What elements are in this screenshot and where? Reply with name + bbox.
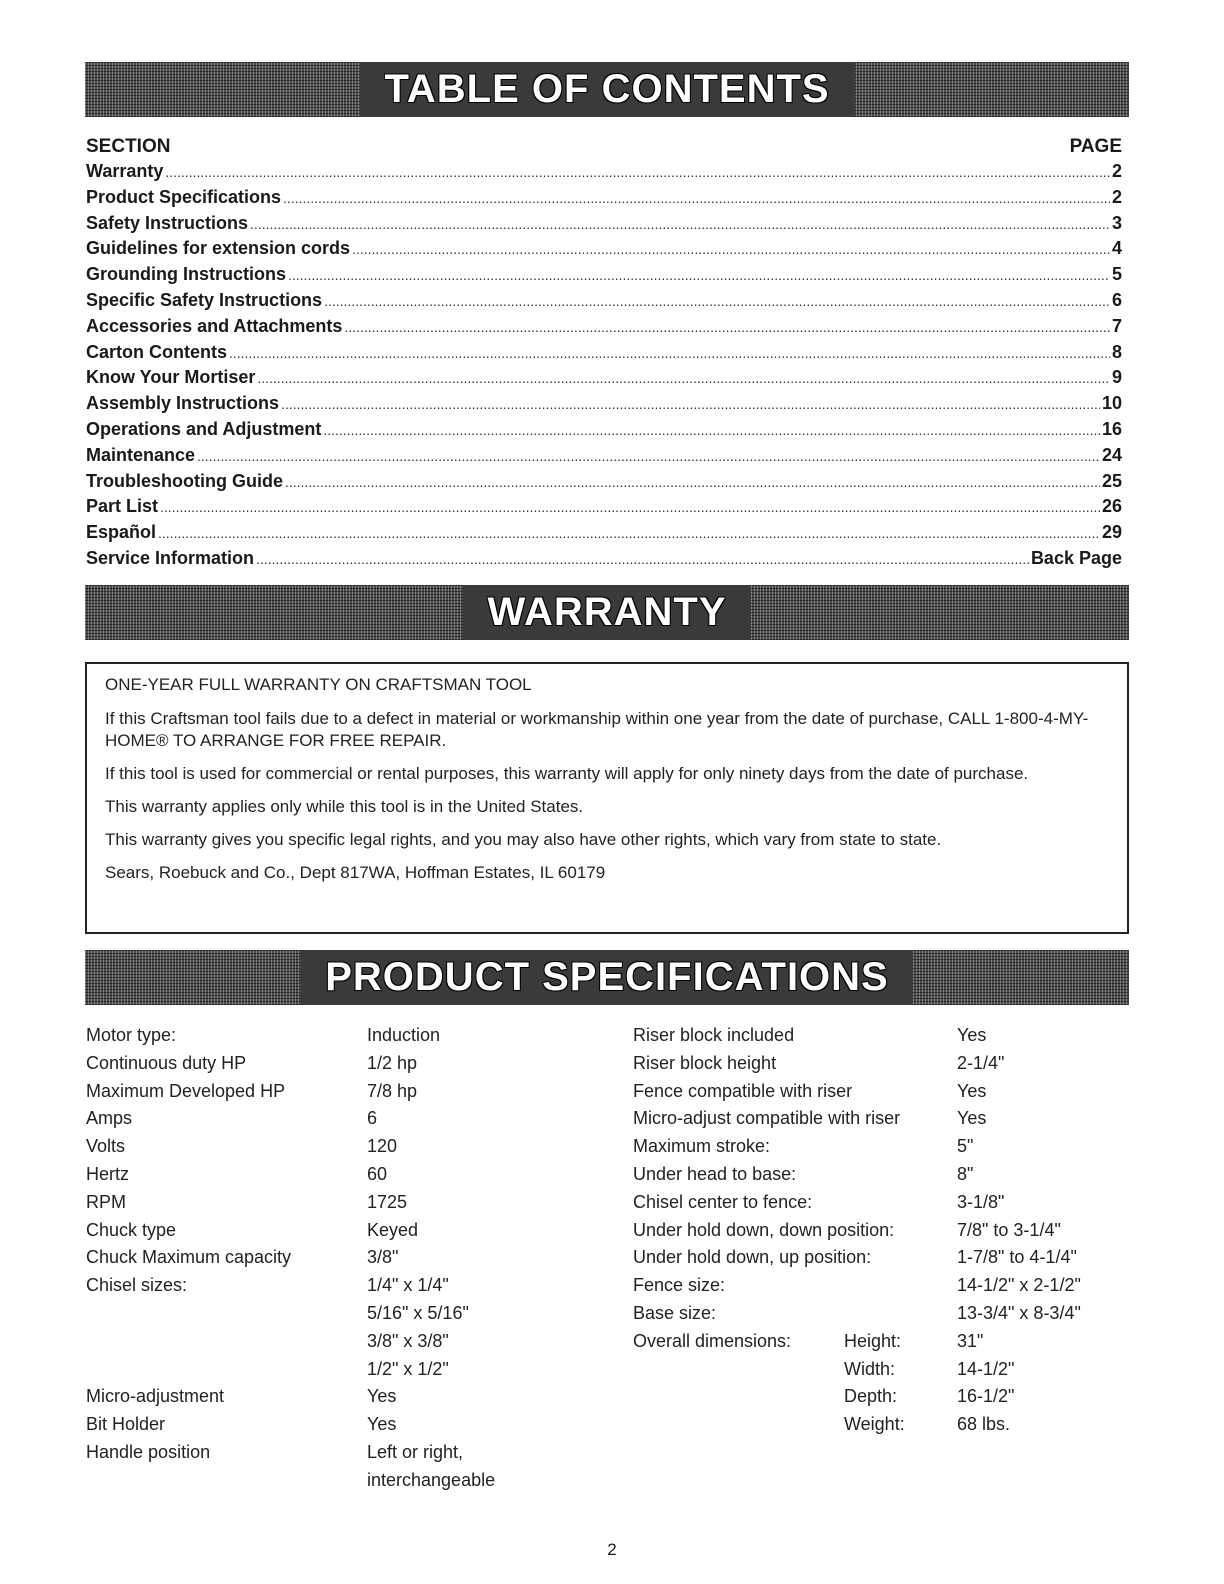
spec-label: Base size: [633,1302,717,1323]
spec-value: Yes [957,1025,987,1045]
toc-leader-dots [257,366,1110,392]
spec-row [86,1133,495,1161]
toc-row [86,391,1122,417]
spec-label: Riser block included [633,1025,795,1045]
spec-label: Micro-adjustment [86,1386,225,1407]
spec-row [86,1439,495,1467]
toc-item-label: Part List [86,496,159,517]
toc-header-row [86,135,1122,159]
spec-label: Micro-adjust compatible with riser [633,1108,901,1129]
spec-label: Maximum Developed HP [86,1080,286,1101]
spec-row [86,1161,495,1189]
spec-row [86,1272,495,1300]
spec-row [633,1244,1081,1272]
toc-page-header: PAGE [1069,136,1122,157]
toc-item-label: Carton Contents [86,341,227,362]
toc-row [86,494,1122,520]
toc-item-page: 26 [1101,496,1122,517]
spec-value: 1/2 hp [367,1052,418,1073]
spec-row [633,1161,1081,1189]
toc-leader-dots [344,315,1110,341]
dimension-value: 31" [957,1330,984,1351]
spec-label-spacer [633,1383,844,1411]
toc-banner [85,62,1129,117]
toc-item-page: 3 [1111,212,1122,233]
spec-label: Under head to base: [633,1163,797,1184]
toc-item-label: Product Specifications [86,186,282,207]
spec-row [86,1383,495,1411]
toc-row [86,314,1122,340]
spec-label: Maximum stroke: [633,1136,771,1157]
toc-item-page: 29 [1101,522,1122,543]
dimension-label: Depth: [844,1386,898,1407]
spec-label-spacer [633,1356,844,1384]
spec-row [86,1217,495,1245]
spec-label: Under hold down, up position: [633,1247,872,1268]
toc-leader-dots [288,263,1110,289]
spec-label [86,1300,367,1328]
spec-label: Bit Holder [86,1414,166,1435]
toc-leader-dots [250,212,1110,238]
toc-item-page: 7 [1111,315,1122,336]
toc-row [86,443,1122,469]
spec-row [633,1411,1081,1439]
spec-label: Under hold down, down position: [633,1219,895,1240]
spec-row [633,1217,1081,1245]
toc-leader-dots [323,418,1100,444]
page-number: 2 [607,1540,617,1559]
toc-row [86,340,1122,366]
spec-value: 3/8" x 3/8" [367,1330,449,1351]
toc-item-label: Specific Safety Instructions [86,289,323,310]
toc-item-label: Warranty [86,161,164,181]
spec-value: Yes [367,1386,397,1407]
specs-left-column [86,1022,495,1495]
toc-leader-dots [283,186,1110,212]
toc-leader-dots [160,495,1100,521]
toc-leader-dots [165,160,1110,186]
spec-label: Fence size: [633,1275,726,1296]
spec-value: Yes [957,1108,987,1129]
spec-row [633,1300,1081,1328]
dimension-value: 14-1/2" [957,1358,1015,1379]
toc-item-page: 16 [1101,418,1122,439]
spec-value: 7/8" to 3-1/4" [957,1219,1061,1240]
table-of-contents [86,135,1122,572]
toc-item-label: Assembly Instructions [86,393,280,414]
spec-row [633,1272,1081,1300]
spec-value: 5/16" x 5/16" [367,1302,469,1323]
spec-row [86,1022,495,1050]
spec-label [86,1356,367,1384]
spec-row [633,1189,1081,1217]
spec-row [633,1356,1081,1384]
toc-item-page: 9 [1111,367,1122,388]
toc-item-label: Español [86,522,157,543]
spec-row [633,1022,1081,1050]
spec-row [633,1078,1081,1106]
toc-item-page: 24 [1101,444,1122,465]
specs-right-column [633,1022,1081,1439]
warranty-title: WARRANTY [463,585,750,640]
spec-row [633,1105,1081,1133]
toc-row [86,288,1122,314]
toc-list [86,159,1122,572]
spec-row [86,1244,495,1272]
specs-title: PRODUCT SPECIFICATIONS [301,950,913,1005]
toc-item-label: Guidelines for extension cords [86,238,351,259]
spec-label: Hertz [86,1163,130,1184]
toc-item-page: 25 [1101,470,1122,491]
spec-value: 1/4" x 1/4" [367,1275,449,1296]
spec-label: Volts [86,1136,126,1157]
toc-row [86,469,1122,495]
spec-label [86,1467,367,1495]
warranty-banner [85,585,1129,640]
toc-leader-dots [285,470,1100,496]
dimension-label: Weight: [844,1414,905,1435]
toc-item-label: Accessories and Attachments [86,315,343,336]
spec-value: 120 [367,1136,398,1157]
spec-value: 14-1/2" x 2-1/2" [957,1275,1081,1296]
spec-label: Handle position [86,1441,211,1462]
spec-label: RPM [86,1191,126,1212]
warranty-heading: ONE-YEAR FULL WARRANTY ON CRAFTSMAN TOOL [105,675,532,694]
toc-leader-dots [324,289,1110,315]
spec-label-spacer [633,1411,844,1439]
spec-value: 1/2" x 1/2" [367,1358,449,1379]
spec-value: 60 [367,1163,388,1184]
spec-row [86,1105,495,1133]
spec-value: 8" [957,1163,974,1184]
warranty-paragraph: If this tool is used for commercial or rental purposes, this warranty will apply for only ninety days from the date of purchase. [105,764,1029,783]
toc-item-page: Back Page [1030,547,1122,568]
spec-label: Chuck Maximum capacity [86,1247,292,1268]
toc-leader-dots [256,547,1029,573]
toc-row [86,546,1122,572]
toc-item-page: 4 [1111,238,1122,259]
toc-row [86,236,1122,262]
toc-leader-dots [197,444,1100,470]
toc-item-page: 6 [1111,289,1122,310]
spec-row [633,1050,1081,1078]
toc-row [86,417,1122,443]
toc-row [86,520,1122,546]
toc-leader-dots [352,237,1110,263]
overall-dimensions-label: Overall dimensions: [633,1330,792,1351]
spec-value: 3-1/8" [957,1191,1005,1212]
spec-row [633,1383,1081,1411]
specs-banner [85,950,1129,1005]
toc-item-label: Safety Instructions [86,212,249,233]
toc-section-header: SECTION [86,136,171,157]
spec-value: 5" [957,1136,974,1157]
toc-item-label: Maintenance [86,444,196,465]
spec-label: Riser block height [633,1052,777,1073]
spec-label [86,1328,367,1356]
spec-value: 1-7/8" to 4-1/4" [957,1247,1077,1268]
toc-row [86,365,1122,391]
toc-leader-dots [158,521,1100,547]
dimension-label: Width: [844,1358,896,1379]
spec-row [86,1328,495,1356]
toc-item-page: 8 [1111,341,1122,362]
spec-row [86,1356,495,1384]
toc-row [86,159,1122,185]
spec-value: Induction [367,1025,441,1045]
spec-value: interchangeable [367,1469,496,1490]
toc-item-page: 5 [1111,264,1122,285]
warranty-paragraph: This warranty gives you specific legal rights, and you may also have other rights, which vary from state to state. [105,830,942,849]
spec-row [633,1328,1081,1356]
spec-label: Chisel center to fence: [633,1191,813,1212]
spec-value: 13-3/4" x 8-3/4" [957,1302,1081,1323]
toc-item-label: Know Your Mortiser [86,367,256,388]
spec-value: 6 [367,1108,378,1129]
dimension-value: 16-1/2" [957,1386,1015,1407]
spec-label: Fence compatible with riser [633,1080,853,1101]
spec-label: Continuous duty HP [86,1052,247,1073]
spec-value: Left or right, [367,1441,464,1462]
spec-label: Chisel sizes: [86,1275,188,1296]
toc-leader-dots [229,341,1110,367]
spec-value: Yes [957,1080,987,1101]
warranty-paragraph: This warranty applies only while this tool is in the United States. [105,797,584,816]
spec-row [86,1078,495,1106]
spec-label: Amps [86,1108,133,1129]
toc-item-label: Troubleshooting Guide [86,470,283,491]
toc-item-label: Service Information [86,547,255,568]
spec-row [633,1133,1081,1161]
toc-row [86,211,1122,237]
spec-row [86,1411,495,1439]
toc-row [86,185,1122,211]
dimension-label: Height: [844,1330,902,1351]
spec-value: 7/8 hp [367,1080,418,1101]
spec-value: 1725 [367,1191,408,1212]
toc-item-page: 2 [1111,161,1122,181]
toc-leader-dots [281,392,1100,418]
spec-value: 3/8" [367,1247,399,1268]
spec-row [86,1467,495,1495]
spec-label: Chuck type [86,1219,177,1240]
spec-value: Yes [367,1414,397,1435]
toc-item-page: 2 [1111,186,1122,207]
toc-title: TABLE OF CONTENTS [360,62,853,117]
spec-value: 2-1/4" [957,1052,1005,1073]
warranty-paragraph: If this Craftsman tool fails due to a defect in material or workmanship within one year from the date of purchase, CALL 1-800-4-MY-HOME® TO ARRANGE FOR FREE REPAIR. [105,709,1089,750]
toc-item-label: Grounding Instructions [86,264,286,285]
warranty-address: Sears, Roebuck and Co., Dept 817WA, Hoffman Estates, IL 60179 [105,863,606,882]
spec-value: Keyed [367,1219,419,1240]
toc-row [86,262,1122,288]
dimension-value: 68 lbs. [957,1414,1011,1435]
spec-row [86,1189,495,1217]
toc-item-label: Operations and Adjustment [86,418,322,439]
spec-row [86,1050,495,1078]
warranty-box [85,662,1129,934]
spec-row [86,1300,495,1328]
spec-label: Motor type: [86,1025,177,1045]
toc-item-page: 10 [1101,393,1122,414]
